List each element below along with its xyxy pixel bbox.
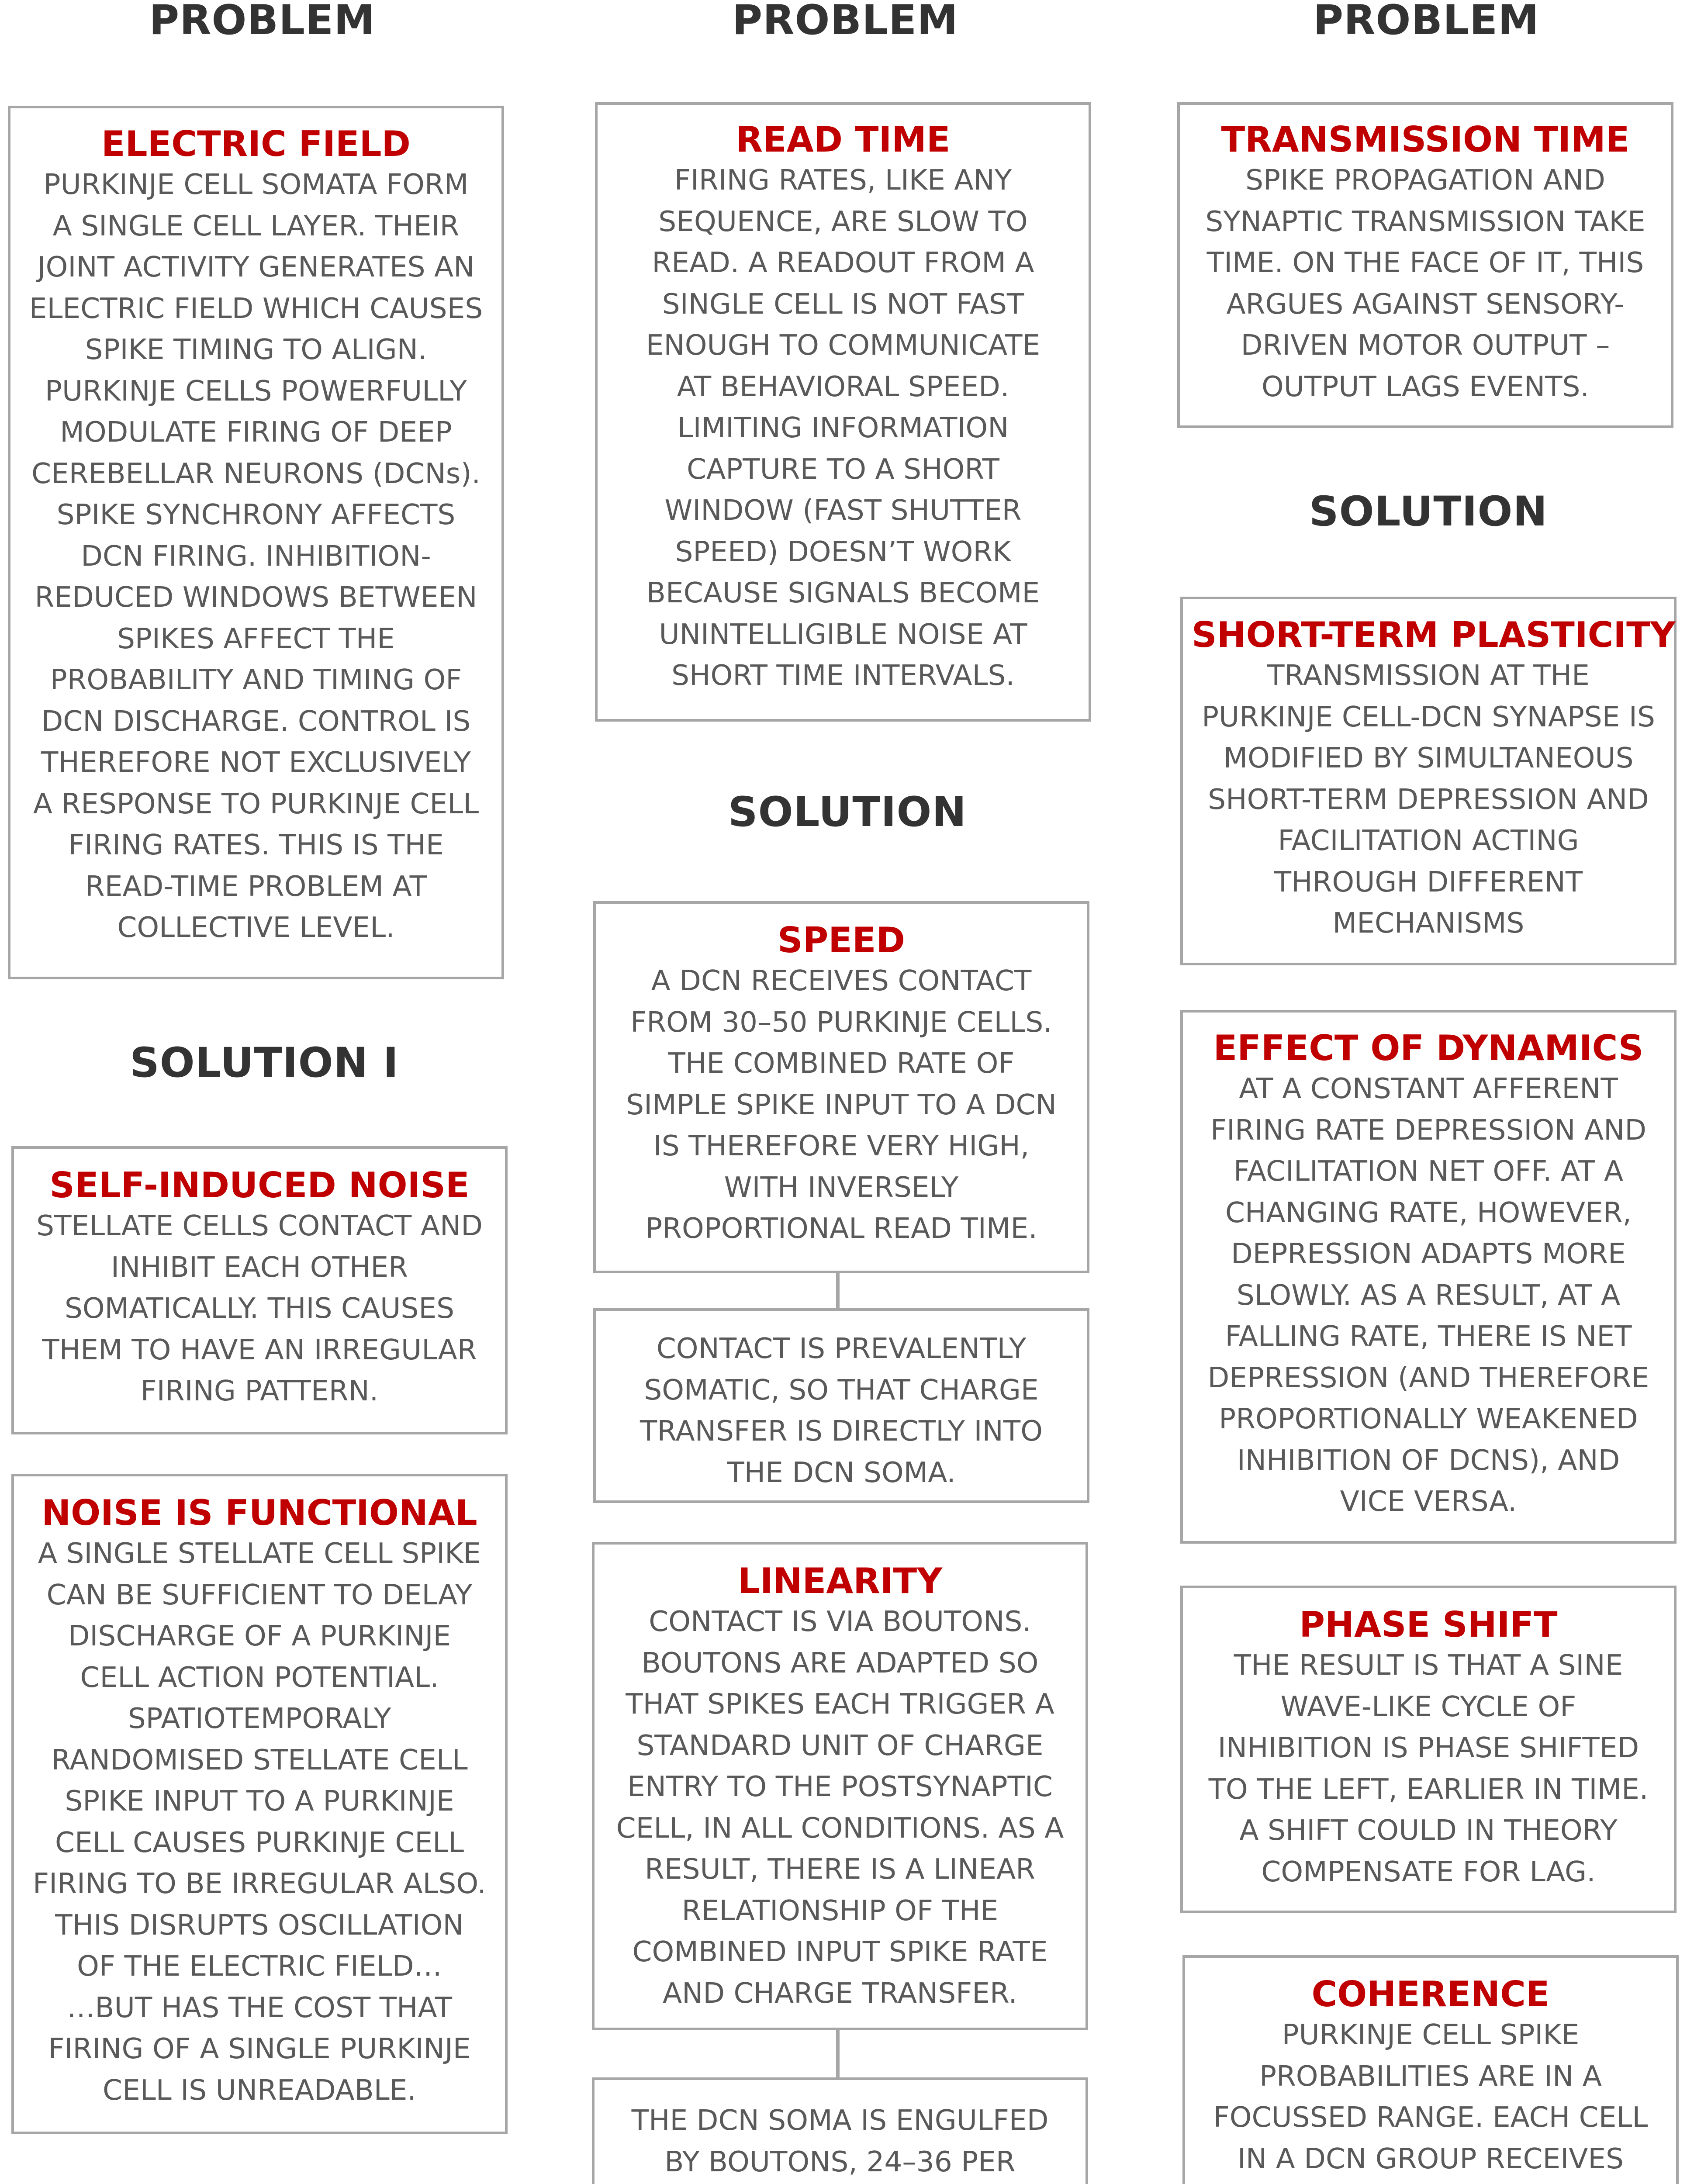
linearity-to-boutons-connector bbox=[836, 2030, 840, 2077]
electric-field-box bbox=[8, 106, 504, 979]
phase-shift-title: PHASE SHIFT bbox=[1299, 1604, 1558, 1645]
electric-field-text: PURKINJE CELL SOMATA FORM A SINGLE CELL LAYER. THEIR JOINT ACTIVITY GENERATES AN ELECTRIC FIELD WHICH CAUSES SPIKE TIMING TO ALIGN. PURKINJE CELLS POWERFULLY MODULATE FIRING OF DEEP CEREBELLAR NEURONS (DCNs). SPIKE SYNCHRONY AFFECTS DCN FIRING. INHIBITION- REDUCED WINDOWS BETWEEN SPIKES AFFECT THE PROBABILITY AND TIMING OF DCN DISCHARGE. CONTROL IS THEREFORE NOT EXCLUSIVELY A RESPONSE TO PURKINJE CELL FIRING RATES. THIS IS THE READ-TIME PROBLEM AT COLLECTIVE LEVEL. bbox=[29, 168, 483, 944]
short-term-plasticity-box bbox=[1180, 597, 1677, 965]
effect-of-dynamics-text: AT A CONSTANT AFFERENT FIRING RATE DEPRESSION AND FACILITATION NET OFF. AT A CHANGING RATE, HOWEVER, DEPRESSION ADAPTS MORE SLOWLY. AS A RESULT, AT A FALLING RATE, THERE IS NET DEPRESSION (AND THEREFORE PROPORTIONALLY WEAKENED INHIBITION OF DCNS), AND VICE VERSA. bbox=[1207, 1072, 1649, 1518]
self-induced-noise-box bbox=[11, 1146, 508, 1434]
problem-heading-middle: PROBLEM bbox=[732, 0, 958, 44]
problem-heading-right: PROBLEM bbox=[1313, 0, 1539, 44]
speed-box bbox=[593, 901, 1089, 1273]
noise-is-functional-box bbox=[11, 1474, 508, 2134]
short-term-plasticity-text: TRANSMISSION AT THE PURKINJE CELL-DCN SYNAPSE IS MODIFIED BY SIMULTANEOUS SHORT-TERM DEPRESSION AND FACILITATION ACTING THROUGH DIFFERENT MECHANISMS bbox=[1202, 659, 1655, 940]
read-time-box bbox=[595, 102, 1091, 722]
linearity-title: LINEARITY bbox=[737, 1561, 943, 1601]
noise-is-functional-text: A SINGLE STELLATE CELL SPIKE CAN BE SUFFICIENT TO DELAY DISCHARGE OF A PURKINJE CELL ACTION POTENTIAL. SPATIOTEMPORALY RANDOMISED STELLATE CELL SPIKE INPUT TO A PURKINJE CELL CAUSES PURKINJE CELL FIRING TO BE IRREGULAR ALSO. THIS DISRUPTS OSCILLATION OF THE ELECTRIC FIELD… …BUT HAS THE COST THAT FIRING OF A SINGLE PURKINJE CELL IS UNREADABLE. bbox=[33, 1537, 486, 2107]
boutons-box bbox=[592, 2077, 1088, 2184]
transmission-time-box bbox=[1177, 102, 1673, 428]
effect-of-dynamics-box bbox=[1180, 1010, 1677, 1544]
self-induced-noise-title: SELF-INDUCED NOISE bbox=[49, 1165, 470, 1206]
noise-is-functional-title: NOISE IS FUNCTIONAL bbox=[41, 1493, 477, 1533]
transmission-time-title: TRANSMISSION TIME bbox=[1221, 119, 1630, 160]
effect-of-dynamics-title: EFFECT OF DYNAMICS bbox=[1213, 1028, 1644, 1068]
read-time-title: READ TIME bbox=[736, 119, 951, 160]
coherence-title: COHERENCE bbox=[1311, 1974, 1550, 2015]
somatic-contact-box bbox=[593, 1308, 1089, 1503]
solution-heading-right: SOLUTION bbox=[1309, 488, 1548, 536]
speed-text: A DCN RECEIVES CONTACT FROM 30–50 PURKINJE CELLS. THE COMBINED RATE OF SIMPLE SPIKE INPUT TO A DCN IS THEREFORE VERY HIGH, WITH INVERSELY PROPORTIONAL READ TIME. bbox=[626, 964, 1057, 1245]
coherence-text: PURKINJE CELL SPIKE PROBABILITIES ARE IN A FOCUSSED RANGE. EACH CELL IN A DCN GROUP RECEIVES bbox=[1213, 2018, 1648, 2175]
self-induced-noise-text: STELLATE CELLS CONTACT AND INHIBIT EACH OTHER SOMATICALLY. THIS CAUSES THEM TO HAVE AN IRREGULAR FIRING PATTERN. bbox=[36, 1209, 483, 1407]
read-time-text: FIRING RATES, LIKE ANY SEQUENCE, ARE SLOW TO READ. A READOUT FROM A SINGLE CELL IS NOT FAST ENOUGH TO COMMUNICATE AT BEHAVIORAL SPEED. LIMITING INFORMATION CAPTURE TO A SHORT WINDOW (FAST SHUTTER SPEED) DOESN’T WORK BECAUSE SIGNALS BECOME UNINTELLIGIBLE NOISE AT SHORT TIME INTERVALS. bbox=[646, 164, 1041, 692]
coherence-box bbox=[1182, 1955, 1679, 2184]
linearity-box bbox=[592, 1542, 1088, 2030]
problem-heading-left: PROBLEM bbox=[149, 0, 375, 44]
phase-shift-text: THE RESULT IS THAT A SINE WAVE-LIKE CYCLE OF INHIBITION IS PHASE SHIFTED TO THE LEFT, EARLIER IN TIME. A SHIFT COULD IN THEORY COMPENSATE FOR LAG. bbox=[1208, 1649, 1649, 1888]
speed-to-contact-connector bbox=[836, 1273, 840, 1308]
boutons-text: THE DCN SOMA IS ENGULFED BY BOUTONS, 24–36 PER bbox=[631, 2104, 1049, 2178]
transmission-time-text: SPIKE PROPAGATION AND SYNAPTIC TRANSMISSION TAKE TIME. ON THE FACE OF IT, THIS ARGUES AGAINST SENSORY- DRIVEN MOTOR OUTPUT – OUTPUT LAGS EVENTS. bbox=[1205, 164, 1646, 403]
solution-heading-middle: SOLUTION bbox=[728, 788, 967, 836]
somatic-contact-text: CONTACT IS PREVALENTLY SOMATIC, SO THAT CHARGE TRANSFER IS DIRECTLY INTO THE DCN SOMA. bbox=[640, 1332, 1043, 1489]
solution-i-heading: SOLUTION I bbox=[130, 1039, 399, 1087]
electric-field-title: ELECTRIC FIELD bbox=[101, 124, 411, 164]
linearity-text: CONTACT IS VIA BOUTONS. BOUTONS ARE ADAPTED SO THAT SPIKES EACH TRIGGER A STANDARD UNIT OF CHARGE ENTRY TO THE POSTSYNAPTIC CELL, IN ALL CONDITIONS. AS A RESULT, THERE IS A LINEAR RELATIONSHIP OF THE COMBINED INPUT SPIKE RATE AND CHARGE TRANSFER. bbox=[616, 1605, 1064, 2010]
short-term-plasticity-title: SHORT-TERM PLASTICITY bbox=[1192, 615, 1676, 655]
speed-title: SPEED bbox=[778, 920, 905, 961]
phase-shift-box bbox=[1180, 1586, 1677, 1913]
